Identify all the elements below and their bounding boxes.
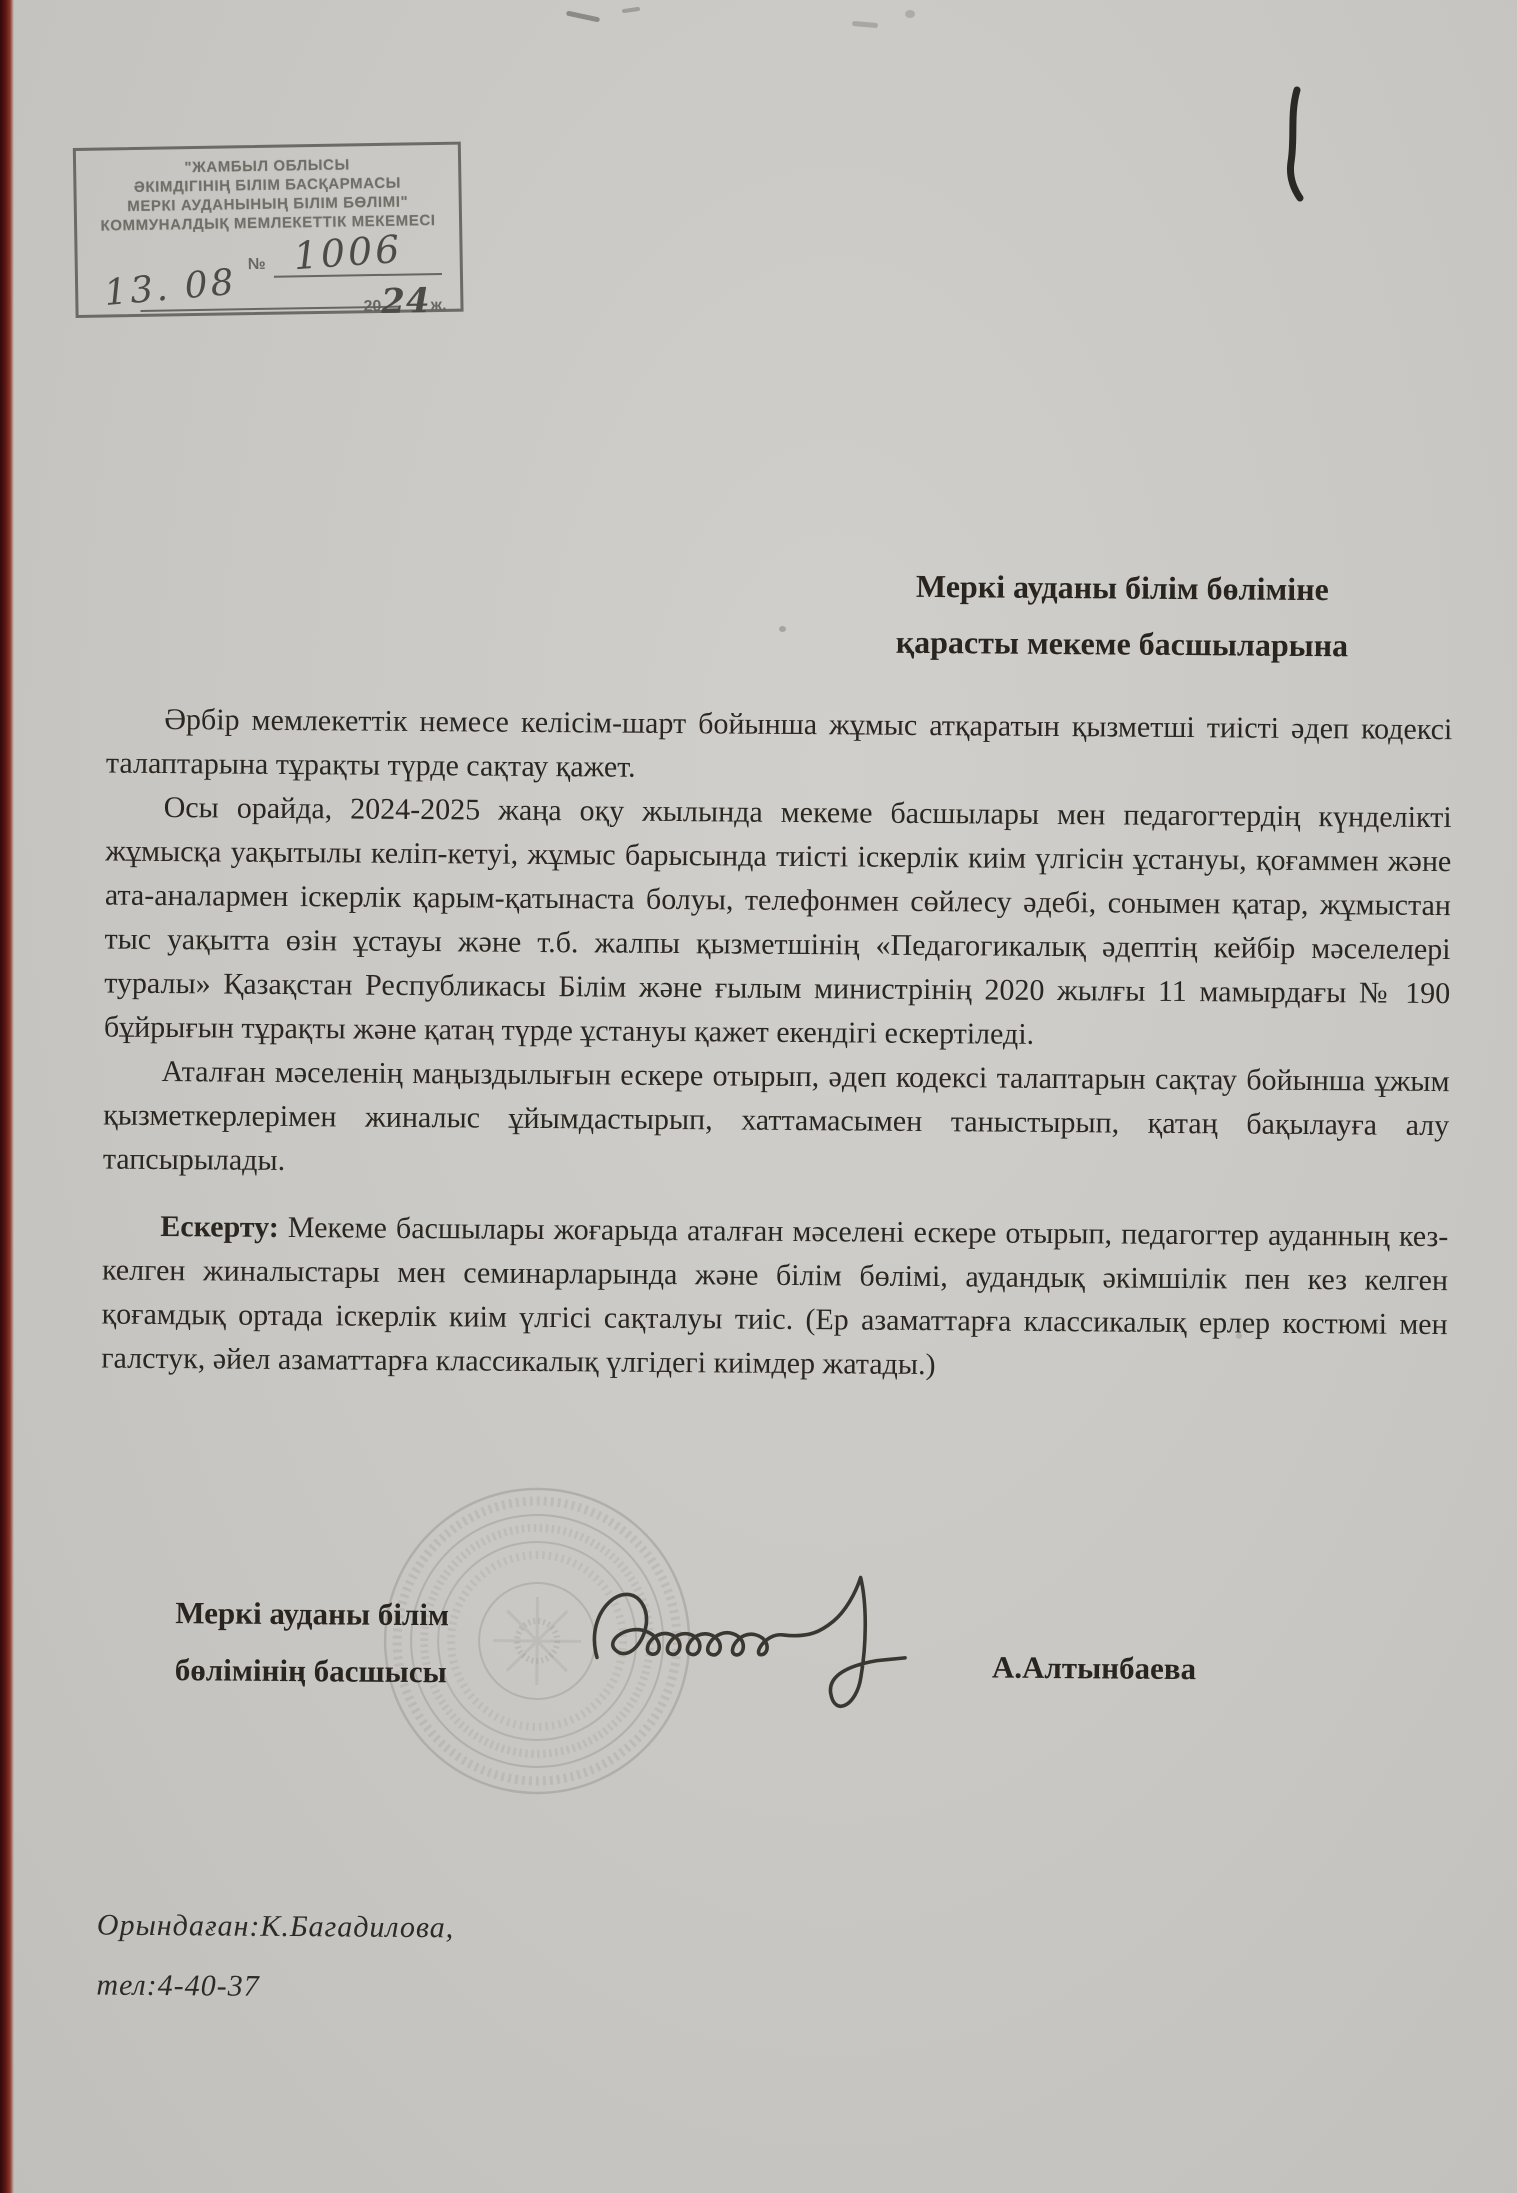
executor-phone-line: тел:4-40-37 <box>96 1968 260 2003</box>
stamp-org-line: МЕРКІ АУДАНЫНЫҢ БІЛІМ БӨЛІМІ" <box>127 193 409 216</box>
year-suffix: ж. <box>430 296 447 315</box>
stamp-org-line: ӘКІМДІГІНІҢ БІЛІМ БАСҚАРМАСЫ <box>133 174 402 197</box>
body-paragraph: Әрбір мемлекеттік немесе келісім-шарт бойынша жұмыс атқаратын қызметші тиісті әдеп кодексі талаптарына тұрақты түрде сақтау қажет. <box>105 703 1453 784</box>
signer-title-line: бөлімінің басшысы <box>174 1652 447 1690</box>
signer-title <box>175 1584 450 1700</box>
signer-title-line: Меркі ауданы білім <box>175 1595 450 1633</box>
executor-name-line: Орындаған:К.Багадилова, <box>96 1908 455 1945</box>
body-paragraph: Осы орайда, 2024-2025 жаңа оқу жылында мекеме басшылары мен педагогтердің күнделікті жұмысқа уақытылы келіп-кетуі, жұмыс барысында тиісті іскерлік киім үлгісін ұстануы, қоғаммен және ата-аналармен іскерлік қарым-қатынаста болуы, телефонмен сөйлесу әдебі, сонымен қатар, жұмыстан тыс уақытта өзін ұстауы және т.б. жалпы қызметшінің «Педагогикалық әдептің кейбір мәселелері туралы» Қазақстан Республикасы Білім және ғылым министрінің 2020 жылғы 11 мамырдағы № 190 бұйрығын тұрақты және қатаң түрде ұстануы қажет екендігі ескертіледі. <box>103 791 1452 1051</box>
signature <box>568 1561 919 1749</box>
stamp-org-line: КОММУНАЛДЫҚ МЕМЛЕКЕТТІК МЕКЕМЕСІ <box>100 212 436 235</box>
stamp-year <box>363 279 447 320</box>
signer-name: А.Алтынбаева <box>991 1649 1197 1687</box>
handwritten-date: 13. 08 <box>102 261 239 315</box>
registration-stamp <box>73 142 464 322</box>
handwritten-year: 24 <box>380 281 431 322</box>
addressee-line: Меркі ауданы білім бөліміне <box>915 567 1329 608</box>
number-sign-label: № <box>247 255 266 274</box>
note-text: Мекеме басшылары жоғарыда аталған мәселені ескере отырып, педагогтер ауданның кез-келген жиналыстары мен семинарларында және білім бөлімі, аудандық әкімшілік пен кез келген қоғамдық ортада іскерлік киім үлгісі сақталуы тиіс. (Ер азаматтарға классикалық ерлер костюмі мен галстук, әйел азаматтарға классикалық үлгідегі киімдер жатады.) <box>101 1211 1449 1382</box>
body-paragraph: Аталған мәселенің маңыздылығын ескере отырып, әдеп кодексі талаптарын сақтау бойынша ұжым қызметкерлерімен жиналыс ұйымдастырып, хаттамасымен таныстырып, қатаң бақылауға алу тапсырылады. <box>102 1055 1450 1177</box>
letter-body <box>101 698 1452 1392</box>
handwritten-document-number: 1006 <box>292 226 404 279</box>
addressee-line: қарасты мекеме басшыларына <box>895 623 1349 664</box>
year-prefix: 20 <box>363 297 382 316</box>
addressee-block <box>833 557 1412 674</box>
note-paragraph <box>101 1205 1448 1392</box>
stamp-org-line: "ЖАМБЫЛ ОБЛЫСЫ <box>184 156 350 177</box>
executor-info <box>96 1896 454 2019</box>
note-label: Ескерту: <box>160 1209 279 1244</box>
